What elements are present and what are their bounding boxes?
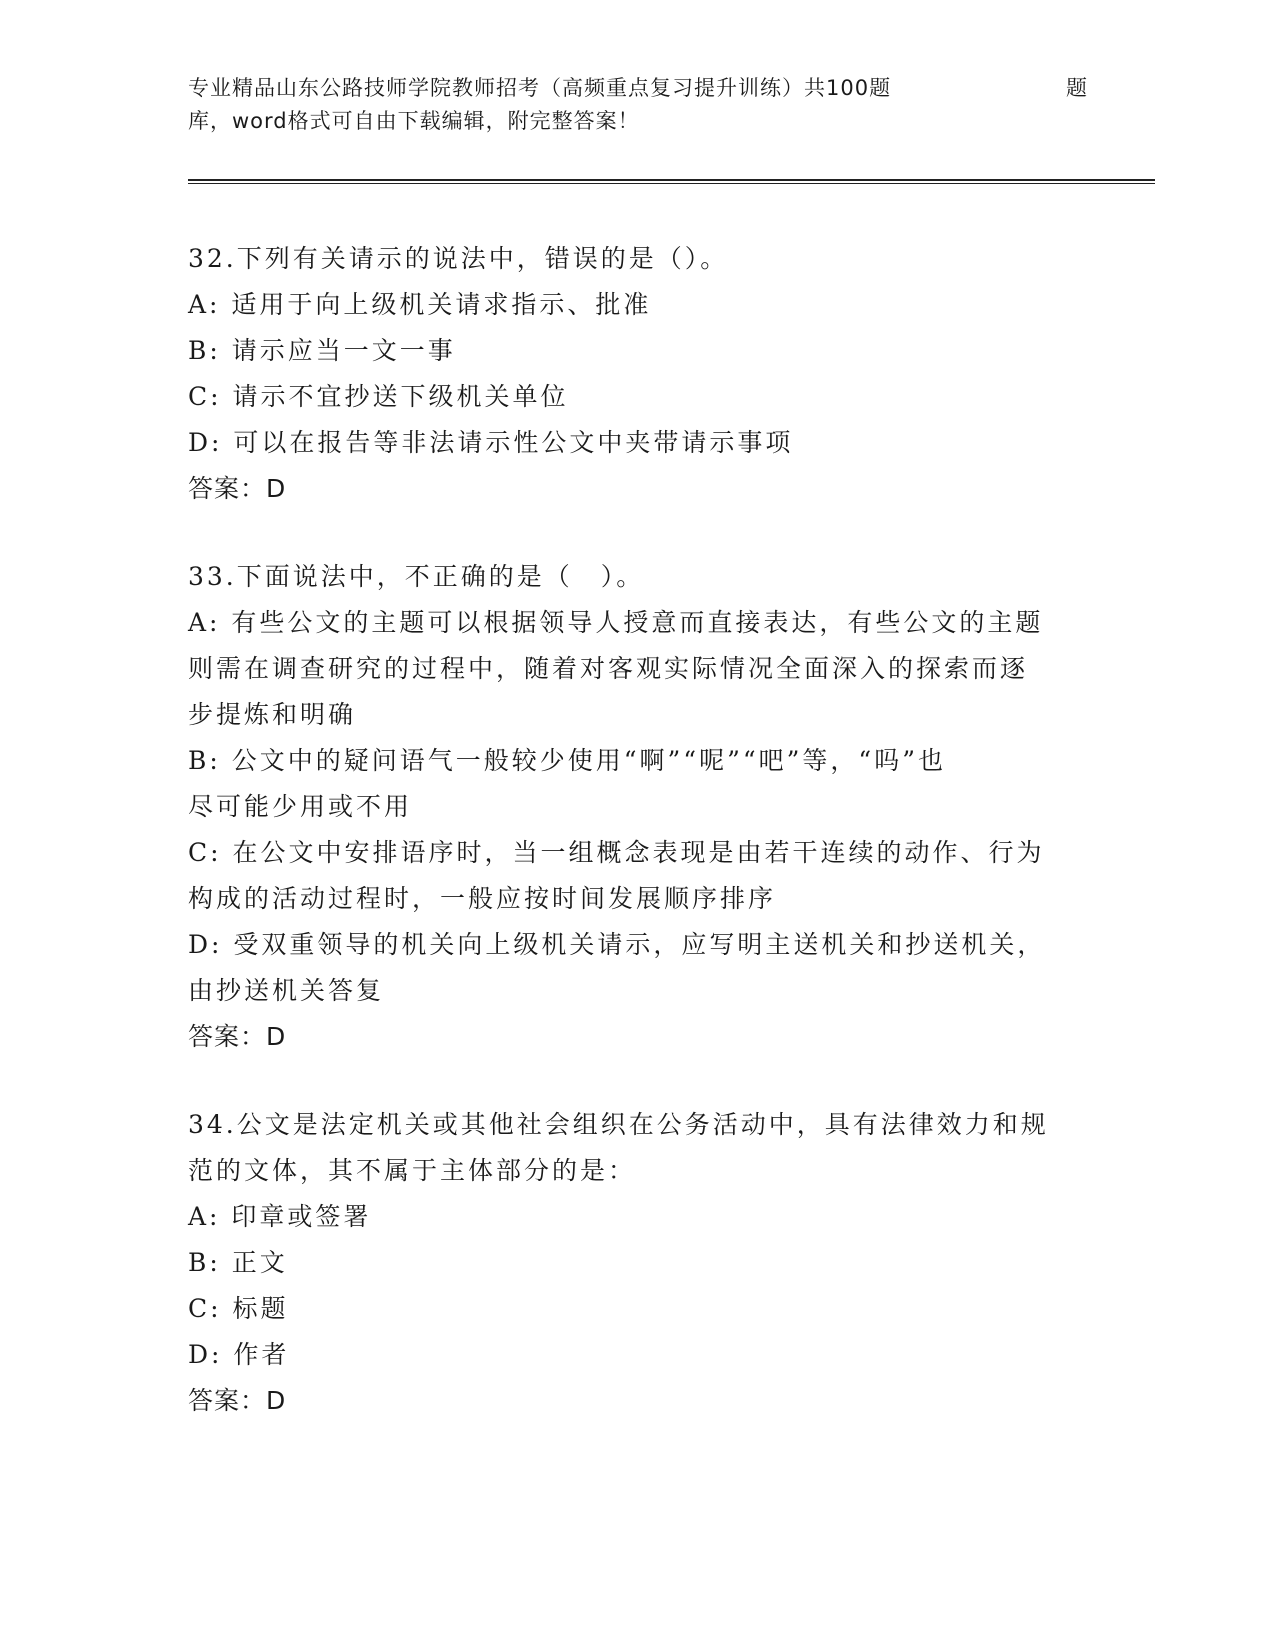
option-line: A: 适用于向上级机关请求指示、批准 (188, 290, 652, 319)
option-line: D: 受双重领导的机关向上级机关请示，应写明主送机关和抄送机关， (188, 930, 1046, 959)
option-line: B: 请示应当一文一事 (188, 336, 456, 365)
option-line: 尽可能少用或不用 (188, 792, 413, 821)
option-line: C: 在公文中安排语序时，当一组概念表现是由若干连续的动作、行为 (188, 838, 1045, 867)
option-line: 则需在调查研究的过程中，随着对客观实际情况全面深入的探索而逐 (188, 654, 1029, 683)
question-list (188, 236, 1088, 1424)
option-line: 步提炼和明确 (188, 700, 357, 729)
header-divider-thick (188, 179, 1155, 181)
header-line-1 (188, 72, 1088, 105)
answer-line: 答案：D (188, 1386, 287, 1415)
page-header (188, 72, 1088, 138)
option-line: B: 正文 (188, 1248, 288, 1277)
question-block (188, 1102, 1088, 1424)
header-divider-thin (188, 183, 1155, 184)
question-block (188, 554, 1088, 1060)
option-line: A: 有些公文的主题可以根据领导人授意而直接表达，有些公文的主题 (188, 608, 1044, 637)
option-line: C: 请示不宜抄送下级机关单位 (188, 382, 569, 411)
option-line: D: 作者 (188, 1340, 290, 1369)
option-line: B: 公文中的疑问语气一般较少使用“啊”“呢”“吧”等，“吗”也 (188, 746, 946, 775)
question-stem-line: 33.下面说法中，不正确的是（ ）。 (188, 562, 645, 591)
question-block (188, 236, 1088, 512)
option-line: C: 标题 (188, 1294, 289, 1323)
option-line: D: 可以在报告等非法请示性公文中夹带请示事项 (188, 428, 794, 457)
question-stem-line: 范的文体，其不属于主体部分的是： (188, 1156, 637, 1185)
option-line: A: 印章或签署 (188, 1202, 372, 1231)
answer-line: 答案：D (188, 1022, 287, 1051)
header-trailing: 题 (1066, 76, 1088, 100)
option-line: 由抄送机关答复 (188, 976, 385, 1005)
question-stem-line: 34.公文是法定机关或其他社会组织在公务活动中，具有法律效力和规 (188, 1110, 1049, 1139)
answer-line: 答案：D (188, 474, 287, 503)
header-title: 专业精品山东公路技师学院教师招考（高频重点复习提升训练）共100题 (188, 76, 892, 100)
question-stem-line: 32.下列有关请示的说法中，错误的是（）。 (188, 244, 729, 273)
header-line-2: 库，word格式可自由下载编辑，附完整答案！ (188, 109, 640, 133)
option-line: 构成的活动过程时，一般应按时间发展顺序排序 (188, 884, 777, 913)
